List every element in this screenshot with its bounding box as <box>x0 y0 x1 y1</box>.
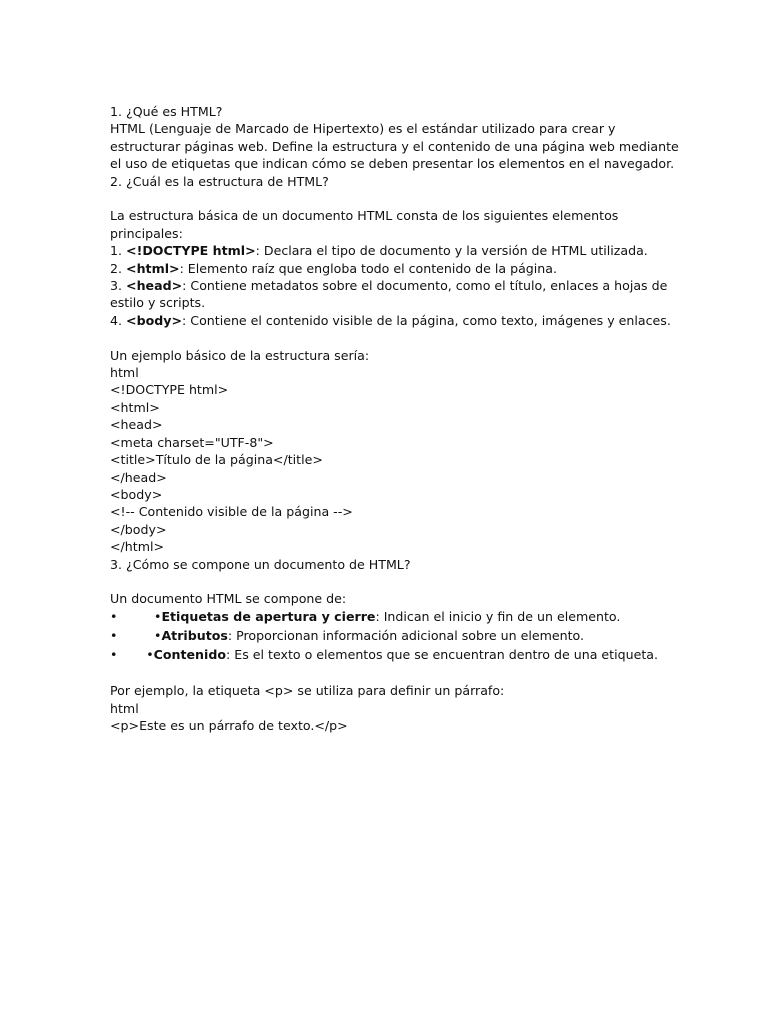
paragraph-line: el uso de etiquetas que indican cómo se deben presentar los elementos en el navegador. <box>110 156 675 172</box>
bullet-term: Contenido <box>153 646 227 662</box>
code-line: </head> <box>110 469 167 485</box>
element-item: 4. <body>: Contiene el contenido visible de la página, como texto, imágenes y enlaces. <box>110 312 671 328</box>
bullet-term: Atributos <box>161 627 228 643</box>
code-line: <meta charset="UTF-8"> <box>110 434 274 450</box>
code-line: <!-- Contenido visible de la página --> <box>110 504 353 520</box>
code-line: html <box>110 365 139 381</box>
element-tag: <!DOCTYPE html> <box>126 243 256 259</box>
paragraph-line: estructurar páginas web. Define la estructura y el contenido de una página web mediante <box>110 138 679 154</box>
bullet-term: Etiquetas de apertura y cierre <box>161 608 376 624</box>
code-line: <!DOCTYPE html> <box>110 382 229 398</box>
code-line: </html> <box>110 539 165 555</box>
element-item-continuation: estilo y scripts. <box>110 295 206 311</box>
code-line: <body> <box>110 486 163 502</box>
element-item: 2. <html>: Elemento raíz que engloba todo el contenido de la página. <box>110 260 557 276</box>
bullet-item: • • Atributos : Proporcionan información adicional sobre un elemento. <box>110 627 585 643</box>
code-line: html <box>110 700 139 716</box>
bullet-item: • • Etiquetas de apertura y cierre : Indican el inicio y fin de un elemento. <box>110 608 621 624</box>
paragraph-line: La estructura básica de un documento HTML consta de los siguientes elementos <box>110 208 619 224</box>
code-line: <title>Título de la página</title> <box>110 452 323 468</box>
code-line: <html> <box>110 399 160 415</box>
example-intro: Un ejemplo básico de la estructura sería: <box>110 347 370 363</box>
question-1: 1. ¿Qué es HTML? <box>110 104 223 119</box>
bullet-icon: • <box>110 646 118 662</box>
compose-intro: Un documento HTML se compone de: <box>110 591 347 607</box>
code-line: </body> <box>110 521 167 537</box>
element-item: 3. <head>: Contiene metadatos sobre el documento, como el título, enlaces a hojas de <box>110 278 668 294</box>
element-tag: <body> <box>126 312 183 328</box>
bullet-icon: • <box>110 627 118 643</box>
code-line: <p>Este es un párrafo de texto.</p> <box>110 717 348 733</box>
paragraph-line: principales: <box>110 225 183 241</box>
element-item: 1. <!DOCTYPE html>: Declara el tipo de documento y la versión de HTML utilizada. <box>110 243 648 259</box>
element-tag: <head> <box>126 278 183 294</box>
question-2: 2. ¿Cuál es la estructura de HTML? <box>110 173 329 189</box>
paragraph-line: HTML (Lenguaje de Marcado de Hipertexto) es el estándar utilizado para crear y <box>110 121 616 137</box>
bullet-item: • • Contenido : Es el texto o elementos que se encuentran dentro de una etiqueta. <box>110 646 658 662</box>
question-3: 3. ¿Cómo se compone un documento de HTML? <box>110 556 411 572</box>
example-paragraph: Por ejemplo, la etiqueta <p> se utiliza para definir un párrafo: <box>110 683 505 699</box>
code-line: <head> <box>110 417 163 433</box>
element-tag: <html> <box>126 260 180 276</box>
bullet-icon: • <box>110 608 118 624</box>
